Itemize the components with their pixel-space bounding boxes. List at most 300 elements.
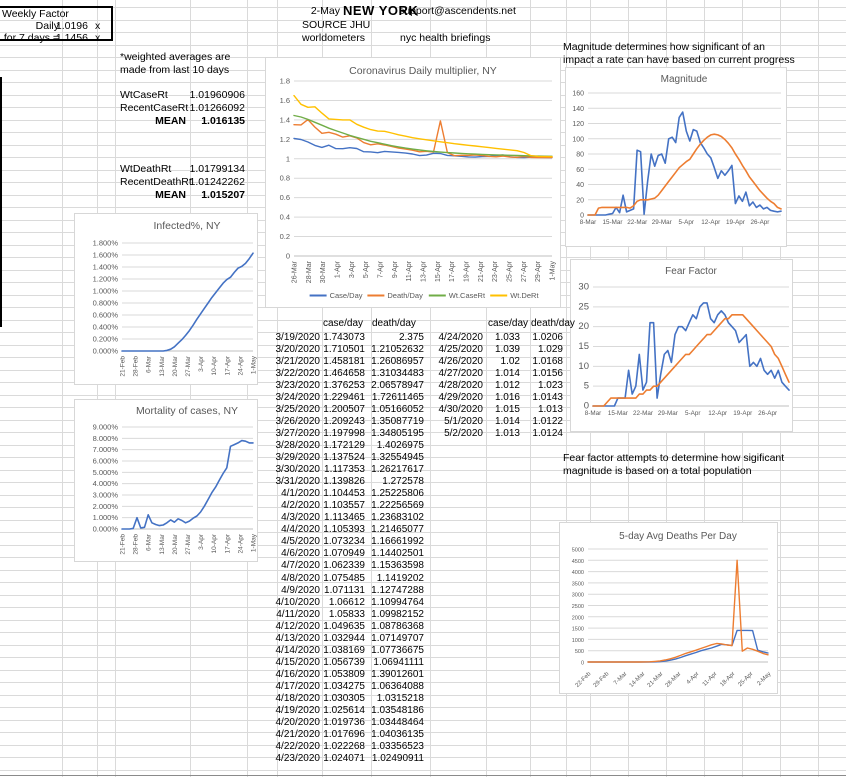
svg-text:5000: 5000 (571, 547, 584, 554)
main-table-date[interactable]: 4/12/2020 (275, 620, 320, 632)
main-table-case-value[interactable]: 1.034275 (323, 680, 365, 692)
main-table-case-value[interactable]: 1.024071 (323, 753, 365, 765)
main-table-date[interactable]: 4/5/2020 (281, 536, 320, 548)
main-table-case-value[interactable]: 1.137524 (323, 452, 365, 463)
svg-text:2500: 2500 (571, 604, 584, 610)
svg-text:29-Feb: 29-Feb (592, 671, 611, 689)
avg_deaths-chart[interactable] (559, 522, 778, 694)
svg-text:10-Apr: 10-Apr (211, 534, 219, 554)
recent-table-death-value[interactable]: 1.0122 (532, 415, 563, 427)
main-table-date[interactable]: 4/15/2020 (275, 656, 320, 668)
recent-table-case-value[interactable]: 1.013 (494, 427, 520, 439)
recent-table-date[interactable]: 4/28/2020 (438, 379, 483, 391)
main-table-date[interactable]: 4/7/2020 (281, 560, 320, 572)
main-table-death-value[interactable]: 1.22256569 (371, 500, 424, 512)
svg-text:0: 0 (580, 212, 584, 220)
recent-table-case-value[interactable]: 1.033 (494, 331, 520, 343)
main-table-death-value[interactable]: 1.4026975 (376, 439, 424, 451)
svg-text:1.400%: 1.400% (92, 262, 118, 272)
wtdeathrt-value[interactable]: 1.01799134 (189, 163, 245, 175)
magnitude-note-line2[interactable]: impact a rate can have based on current progress (563, 54, 795, 66)
recent-table-case-value[interactable]: 1.039 (494, 343, 520, 355)
weighted-note-line1[interactable]: *weighted averages are (120, 51, 231, 63)
main-table-header-death[interactable]: death/day (372, 318, 416, 329)
main-table-case-value[interactable]: 1.030305 (323, 693, 365, 704)
svg-text:140: 140 (572, 105, 584, 113)
recent-table-case-value[interactable]: 1.016 (494, 391, 520, 403)
svg-text:100: 100 (572, 136, 584, 144)
svg-text:22-Feb: 22-Feb (574, 671, 593, 689)
main-table-death-value[interactable]: 1.04036135 (371, 729, 424, 741)
svg-text:27-Apr: 27-Apr (520, 261, 528, 283)
main-table-death-value[interactable]: 1.272578 (382, 476, 424, 488)
left-border-line (0, 77, 2, 327)
svg-text:4500: 4500 (571, 558, 584, 565)
main-table-case-value[interactable]: 1.075485 (323, 572, 365, 584)
main-table-death-value[interactable]: 1.05166052 (371, 403, 424, 415)
main-table-case-value[interactable]: 1.038169 (323, 644, 365, 656)
recent-table-case-value[interactable]: 1.014 (494, 415, 520, 427)
svg-text:4-Apr: 4-Apr (685, 671, 701, 686)
multiplier-chart[interactable] (265, 57, 561, 308)
main-table-death-value[interactable]: 1.07149707 (371, 632, 424, 644)
wtdeathrt-label[interactable]: WtDeathRt (120, 163, 172, 175)
magnitude-note-line1[interactable]: Magnitude determines how significant of an (563, 41, 765, 53)
main-table-date[interactable]: 4/3/2020 (281, 512, 320, 524)
svg-text:27-Mar: 27-Mar (185, 356, 192, 377)
svg-text:20: 20 (576, 197, 584, 205)
recent-table-date[interactable]: 4/24/2020 (438, 331, 483, 343)
svg-text:3500: 3500 (571, 581, 584, 588)
main-table-date[interactable]: 4/19/2020 (275, 705, 320, 717)
recent-table-header-case[interactable]: case/day (488, 318, 529, 329)
main-table-death-value[interactable]: 1.34805195 (371, 427, 424, 439)
gridline-v (95, 0, 101, 777)
main-table-death-value[interactable]: 1.10994764 (371, 596, 424, 608)
svg-text:24-Apr: 24-Apr (237, 534, 245, 554)
svg-text:21-Mar: 21-Mar (646, 671, 665, 689)
main-table-death-value[interactable]: 1.35087719 (371, 415, 424, 427)
week-value[interactable]: 1.1456 (55, 32, 88, 44)
death-mean-value[interactable]: 1.015207 (201, 189, 245, 201)
svg-text:30: 30 (578, 281, 589, 293)
main-table-death-value[interactable]: 1.14402501 (371, 548, 424, 560)
svg-text:26-Apr: 26-Apr (758, 410, 778, 417)
main-table-death-value[interactable]: 1.03356523 (371, 741, 424, 753)
svg-text:20-Mar: 20-Mar (171, 356, 179, 377)
recent-table-case-value[interactable]: 1.015 (494, 403, 520, 415)
svg-text:4.000%: 4.000% (92, 479, 118, 489)
svg-text:1.000%: 1.000% (92, 513, 118, 523)
svg-text:Fear Factor: Fear Factor (665, 266, 717, 277)
recent-table-case-value[interactable]: 1.02 (500, 355, 520, 367)
source-nyc-briefings[interactable]: nyc health briefings (400, 32, 491, 44)
main-table-date[interactable]: 4/10/2020 (275, 596, 320, 608)
main-table-case-value[interactable]: 1.743073 (323, 331, 365, 343)
main-table-death-value[interactable]: 1.03448464 (371, 717, 424, 729)
svg-text:1: 1 (285, 154, 290, 164)
main-table-date[interactable]: 4/14/2020 (275, 644, 320, 656)
main-table-date[interactable]: 4/18/2020 (275, 693, 320, 704)
magnitude-chart[interactable] (565, 67, 787, 247)
main-table-date[interactable]: 4/9/2020 (281, 584, 320, 596)
main-table-case-value[interactable]: 1.017696 (323, 729, 365, 741)
main-table-date[interactable]: 4/11/2020 (276, 608, 320, 620)
svg-text:60: 60 (576, 166, 584, 174)
svg-text:28-Mar: 28-Mar (664, 671, 683, 689)
svg-text:9-Apr: 9-Apr (391, 261, 399, 279)
svg-text:0.8: 0.8 (279, 173, 290, 183)
main-table-death-value[interactable]: 1.26217617 (371, 464, 424, 476)
mortality-chart-canvas (75, 400, 259, 563)
svg-text:17-Apr: 17-Apr (224, 534, 232, 554)
case-mean-value[interactable]: 1.016135 (201, 115, 245, 127)
main-table-date[interactable]: 3/27/2020 (275, 427, 320, 439)
main-table-date[interactable]: 3/25/2020 (275, 403, 320, 415)
svg-text:29-Mar: 29-Mar (651, 219, 672, 226)
wtcasert-label[interactable]: WtCaseRt (120, 89, 168, 101)
magnitude-chart-canvas (566, 68, 788, 248)
svg-text:160: 160 (572, 90, 584, 98)
main-table-case-value[interactable]: 1.049635 (323, 620, 365, 632)
fear-note-line2[interactable]: magnitude is based on a total population (563, 465, 752, 477)
main-table-case-value[interactable]: 1.105393 (323, 524, 365, 536)
main-table-case-value[interactable]: 1.025614 (323, 705, 365, 717)
main-table-date[interactable]: 4/23/2020 (275, 753, 320, 765)
main-table-date[interactable]: 4/22/2020 (275, 741, 320, 753)
svg-text:2-May: 2-May (756, 671, 773, 688)
main-table-case-value[interactable]: 1.172129 (323, 439, 365, 451)
svg-text:Mortality of cases, NY: Mortality of cases, NY (135, 405, 239, 417)
main-table-date[interactable]: 3/26/2020 (275, 415, 320, 427)
source-worldometers[interactable]: worldometers (302, 32, 366, 44)
gridline-h (0, 20, 846, 21)
svg-text:21-Feb: 21-Feb (119, 534, 127, 555)
daily-value[interactable]: 1.0196 (55, 20, 88, 32)
svg-text:0.000%: 0.000% (92, 346, 118, 356)
main-table-death-value[interactable]: 1.72611465 (371, 391, 424, 403)
main-table-date[interactable]: 4/13/2020 (275, 632, 320, 644)
main-table-death-value[interactable]: 2.06578947 (371, 379, 424, 391)
svg-text:2000: 2000 (571, 615, 584, 622)
svg-text:7-Apr: 7-Apr (377, 261, 385, 279)
fear-note-line1[interactable]: Fear factor attempts to determine how sigificant (563, 452, 785, 464)
svg-text:Case/Day: Case/Day (329, 291, 363, 300)
recentcasert-label[interactable]: RecentCaseRt (120, 102, 189, 114)
svg-text:8-Mar: 8-Mar (584, 410, 602, 417)
svg-text:21-Feb: 21-Feb (119, 356, 127, 377)
main-table-date[interactable]: 4/21/2020 (275, 729, 320, 741)
svg-text:1.200%: 1.200% (92, 274, 118, 284)
main-table-date[interactable]: 3/24/2020 (275, 391, 320, 403)
main-table-case-value[interactable]: 1.464658 (323, 367, 365, 379)
main-table-death-value[interactable]: 1.06941111 (373, 656, 424, 668)
main-table-case-value[interactable]: 1.197998 (323, 427, 365, 439)
gridline-v (818, 0, 819, 777)
week-x[interactable]: x (95, 32, 101, 44)
svg-text:1.8: 1.8 (279, 76, 290, 86)
main-table-case-value[interactable]: 1.073234 (323, 536, 365, 548)
main-table-case-value[interactable]: 1.022268 (323, 741, 365, 753)
svg-text:0.6: 0.6 (279, 193, 290, 203)
recent-table-death-value[interactable]: 1.013 (537, 403, 563, 415)
svg-text:0.600%: 0.600% (92, 310, 118, 320)
main-table-date[interactable]: 4/16/2020 (275, 668, 320, 680)
main-table-death-value[interactable]: 1.25225806 (371, 488, 424, 500)
main-table-death-value[interactable]: 1.32554945 (371, 452, 424, 463)
main-table-case-value[interactable]: 1.113465 (324, 512, 365, 524)
main-table-case-value[interactable]: 1.103557 (323, 500, 365, 512)
svg-text:20-Mar: 20-Mar (171, 534, 179, 555)
svg-text:5-Apr: 5-Apr (685, 410, 701, 417)
report-date[interactable]: 2-May (310, 5, 340, 17)
svg-text:Wt.CaseRt: Wt.CaseRt (448, 291, 486, 300)
main-table-case-value[interactable]: 1.032944 (323, 632, 365, 644)
svg-text:4000: 4000 (571, 570, 584, 577)
main-table-case-value[interactable]: 1.458181 (323, 355, 365, 367)
gridline-h (0, 770, 846, 771)
recent-table-death-value[interactable]: 1.0143 (532, 391, 563, 403)
main-table-date[interactable]: 3/22/2020 (275, 367, 320, 379)
recent-table-date[interactable]: 4/26/2020 (438, 355, 483, 367)
svg-text:1.4: 1.4 (279, 115, 290, 125)
svg-text:0.200%: 0.200% (92, 334, 118, 344)
main-table-date[interactable]: 4/20/2020 (275, 717, 320, 729)
main-table-case-value[interactable]: 1.104453 (323, 488, 365, 500)
svg-text:27-Mar: 27-Mar (185, 534, 192, 555)
svg-text:13-Mar: 13-Mar (158, 534, 166, 555)
recent-table-header-death[interactable]: death/day (531, 318, 575, 329)
main-table-death-value[interactable]: 1.07736675 (371, 644, 424, 656)
main-table-date[interactable]: 3/30/2020 (275, 464, 320, 476)
main-table-case-value[interactable]: 1.229461 (323, 391, 365, 403)
main-table-death-value[interactable]: 2.375 (398, 331, 424, 343)
main-table-case-value[interactable]: 1.710501 (323, 343, 365, 355)
recentcasert-value[interactable]: 1.01266092 (189, 102, 245, 114)
svg-text:17-Apr: 17-Apr (224, 356, 232, 376)
gridline-v (115, 0, 116, 777)
main-table-case-value[interactable]: 1.056739 (323, 656, 365, 668)
recent-table-case-value[interactable]: 1.012 (494, 379, 520, 391)
main-table-death-value[interactable]: 1.12747288 (371, 584, 424, 596)
daily-x[interactable]: x (95, 20, 101, 32)
svg-text:1-Apr: 1-Apr (334, 261, 342, 279)
svg-text:500: 500 (574, 649, 584, 656)
main-table-death-value[interactable]: 1.0315218 (376, 693, 424, 704)
infected-chart[interactable] (74, 213, 258, 385)
svg-text:0.400%: 0.400% (92, 322, 118, 332)
infected-chart-canvas (75, 214, 259, 386)
main-table-date[interactable]: 4/4/2020 (281, 524, 320, 536)
main-table-case-value[interactable]: 1.05833 (328, 608, 365, 620)
svg-text:3-Apr: 3-Apr (198, 534, 206, 550)
main-table-death-value[interactable]: 1.02490911 (371, 753, 424, 765)
recent-table-date[interactable]: 5/2/2020 (444, 427, 483, 439)
recentdeathrt-label[interactable]: RecentDeathRt (120, 176, 192, 188)
main-table-death-value[interactable]: 1.23683102 (371, 512, 424, 524)
main-table-date[interactable]: 3/20/2020 (275, 343, 320, 355)
multiplier-chart-canvas (266, 58, 562, 309)
recentdeathrt-value[interactable]: 1.01242262 (189, 176, 245, 188)
svg-text:7-Mar: 7-Mar (613, 671, 629, 687)
main-table-date[interactable]: 3/29/2020 (275, 452, 320, 463)
svg-text:3-Apr: 3-Apr (198, 356, 206, 372)
svg-text:12-Apr: 12-Apr (708, 410, 728, 417)
svg-text:26-Mar: 26-Mar (291, 261, 299, 284)
svg-text:7.000%: 7.000% (92, 445, 118, 455)
svg-text:23-Apr: 23-Apr (492, 261, 500, 283)
main-table-case-value[interactable]: 1.117353 (324, 464, 365, 476)
main-table-case-value[interactable]: 1.200507 (323, 403, 365, 415)
recent-table-death-value[interactable]: 1.029 (537, 343, 563, 355)
main-table-death-value[interactable]: 1.16661992 (371, 536, 424, 548)
support-email[interactable]: support@ascendents.net (399, 5, 516, 17)
svg-text:Infected%, NY: Infected%, NY (153, 220, 221, 232)
svg-text:8.000%: 8.000% (92, 433, 118, 443)
svg-text:11-Apr: 11-Apr (701, 671, 719, 688)
week-label[interactable]: for 7 days = (3, 32, 59, 44)
main-table-death-value[interactable]: 1.09982152 (371, 608, 424, 620)
svg-text:10-Apr: 10-Apr (211, 356, 219, 376)
svg-text:15: 15 (578, 341, 589, 352)
recent-table-date[interactable]: 5/1/2020 (444, 415, 483, 427)
svg-text:14-Mar: 14-Mar (628, 671, 647, 689)
main-table-date[interactable]: 3/23/2020 (275, 379, 320, 391)
svg-text:30-Mar: 30-Mar (320, 261, 328, 284)
svg-text:22-Mar: 22-Mar (633, 410, 653, 417)
daily-label[interactable]: Daily (35, 20, 59, 32)
main-table-death-value[interactable]: 1.31034483 (371, 367, 424, 379)
main-table-death-value[interactable]: 1.08786368 (371, 620, 424, 632)
main-table-case-value[interactable]: 1.062339 (323, 560, 365, 572)
svg-text:29-Apr: 29-Apr (535, 261, 543, 283)
svg-text:25-Apr: 25-Apr (506, 261, 514, 283)
svg-text:28-Mar: 28-Mar (305, 261, 313, 284)
svg-text:13-Mar: 13-Mar (158, 356, 166, 377)
svg-text:0.800%: 0.800% (92, 298, 118, 308)
svg-text:0.4: 0.4 (279, 212, 290, 222)
main-table-death-value[interactable]: 1.39012601 (371, 668, 424, 680)
svg-text:10: 10 (578, 360, 589, 372)
main-table-date[interactable]: 4/2/2020 (281, 500, 320, 512)
main-table-case-value[interactable]: 1.209243 (323, 415, 365, 427)
svg-text:13-Apr: 13-Apr (420, 261, 428, 283)
svg-text:80: 80 (576, 151, 584, 159)
svg-text:6-Mar: 6-Mar (145, 534, 153, 551)
svg-text:22-Mar: 22-Mar (627, 219, 648, 226)
recent-table-date[interactable]: 4/29/2020 (438, 391, 483, 403)
svg-text:5.000%: 5.000% (92, 467, 118, 477)
mortality-chart[interactable] (74, 399, 258, 562)
svg-text:15-Mar: 15-Mar (607, 410, 628, 417)
main-table-death-value[interactable]: 1.03548186 (371, 705, 424, 717)
main-table-date[interactable]: 4/1/2020 (281, 488, 320, 500)
svg-text:26-Apr: 26-Apr (750, 219, 770, 226)
svg-text:120: 120 (572, 121, 584, 128)
main-table-date[interactable]: 4/6/2020 (281, 548, 320, 560)
main-table-header-case[interactable]: case/day (323, 318, 364, 329)
svg-text:24-Apr: 24-Apr (237, 356, 245, 376)
svg-text:0: 0 (580, 660, 584, 667)
svg-text:1.6: 1.6 (279, 95, 290, 105)
svg-text:6-Mar: 6-Mar (145, 356, 153, 373)
svg-text:1-May: 1-May (250, 534, 258, 553)
fear-chart-canvas (571, 260, 794, 433)
svg-text:Death/Day: Death/Day (387, 291, 423, 300)
recent-table-death-value[interactable]: 1.0206 (532, 331, 563, 343)
main-table-death-value[interactable]: 1.06364088 (371, 680, 424, 692)
fear-series (593, 303, 789, 406)
svg-text:Coronavirus Daily multiplier,: Coronavirus Daily multiplier, NY (349, 65, 497, 77)
main-table-date[interactable]: 3/28/2020 (275, 439, 320, 451)
main-table-death-value[interactable]: 1.15363598 (371, 560, 424, 572)
svg-text:12-Apr: 12-Apr (701, 219, 721, 226)
svg-text:1.800%: 1.800% (92, 238, 118, 248)
avg_deaths-series (588, 560, 768, 662)
recent-table-case-value[interactable]: 1.014 (494, 367, 520, 379)
main-table-case-value[interactable]: 1.053809 (323, 668, 365, 680)
recent-table-death-value[interactable]: 1.0124 (532, 427, 563, 439)
fear-chart[interactable] (570, 259, 793, 432)
main-table-date[interactable]: 4/17/2020 (275, 680, 320, 692)
svg-text:8-Mar: 8-Mar (579, 219, 597, 226)
main-table-death-value[interactable]: 1.21465077 (371, 524, 424, 536)
main-table-date[interactable]: 4/8/2020 (281, 572, 320, 584)
wtcasert-value[interactable]: 1.01960906 (189, 89, 245, 101)
svg-text:15-Apr: 15-Apr (434, 261, 442, 283)
main-table-case-value[interactable]: 1.071131 (324, 584, 365, 596)
recent-table-death-value[interactable]: 1.0168 (532, 355, 563, 367)
gridline-v (62, 0, 63, 777)
death-mean-label[interactable]: MEAN (155, 189, 186, 201)
avg_deaths-chart-canvas (560, 523, 779, 695)
main-table-case-value[interactable]: 1.070949 (323, 548, 365, 560)
weekly-factor-title[interactable]: Weekly Factor (2, 8, 69, 20)
svg-text:1.600%: 1.600% (92, 250, 118, 260)
svg-text:40: 40 (576, 182, 584, 189)
main-table-case-value[interactable]: 1.06612 (328, 596, 365, 608)
svg-text:18-Apr: 18-Apr (719, 671, 737, 689)
main-table-case-value[interactable]: 1.139826 (323, 476, 365, 488)
recent-table-date[interactable]: 4/27/2020 (438, 367, 483, 379)
svg-text:29-Mar: 29-Mar (657, 410, 678, 417)
case-mean-label[interactable]: MEAN (155, 115, 186, 127)
svg-text:1500: 1500 (571, 626, 584, 633)
svg-text:1000: 1000 (571, 637, 584, 644)
svg-text:1.000%: 1.000% (92, 286, 118, 296)
main-table-case-value[interactable]: 1.376253 (323, 379, 365, 391)
recent-table-date[interactable]: 4/25/2020 (438, 343, 483, 355)
main-table-date[interactable]: 3/21/2020 (275, 355, 320, 367)
main-table-death-value[interactable]: 1.26086957 (371, 355, 424, 367)
main-table-death-value[interactable]: 1.21052632 (371, 343, 424, 355)
recent-table-death-value[interactable]: 1.023 (537, 379, 563, 391)
main-table-death-value[interactable]: 1.1419202 (376, 572, 424, 584)
main-table-case-value[interactable]: 1.019736 (323, 717, 365, 729)
svg-text:5-Apr: 5-Apr (363, 261, 371, 279)
svg-text:25: 25 (578, 301, 589, 313)
source-label[interactable]: SOURCE JHU (302, 19, 371, 31)
svg-text:6.000%: 6.000% (92, 456, 118, 466)
main-table-date[interactable]: 3/19/2020 (275, 331, 320, 343)
recent-table-date[interactable]: 4/30/2020 (438, 403, 483, 415)
weighted-note-line2[interactable]: made from last 10 days (120, 64, 230, 76)
svg-text:9.000%: 9.000% (92, 422, 118, 432)
recent-table-death-value[interactable]: 1.0156 (532, 367, 563, 379)
main-table-date[interactable]: 3/31/2020 (275, 476, 320, 488)
region-title[interactable]: NEW YORK (343, 3, 419, 18)
svg-text:3000: 3000 (571, 592, 584, 599)
